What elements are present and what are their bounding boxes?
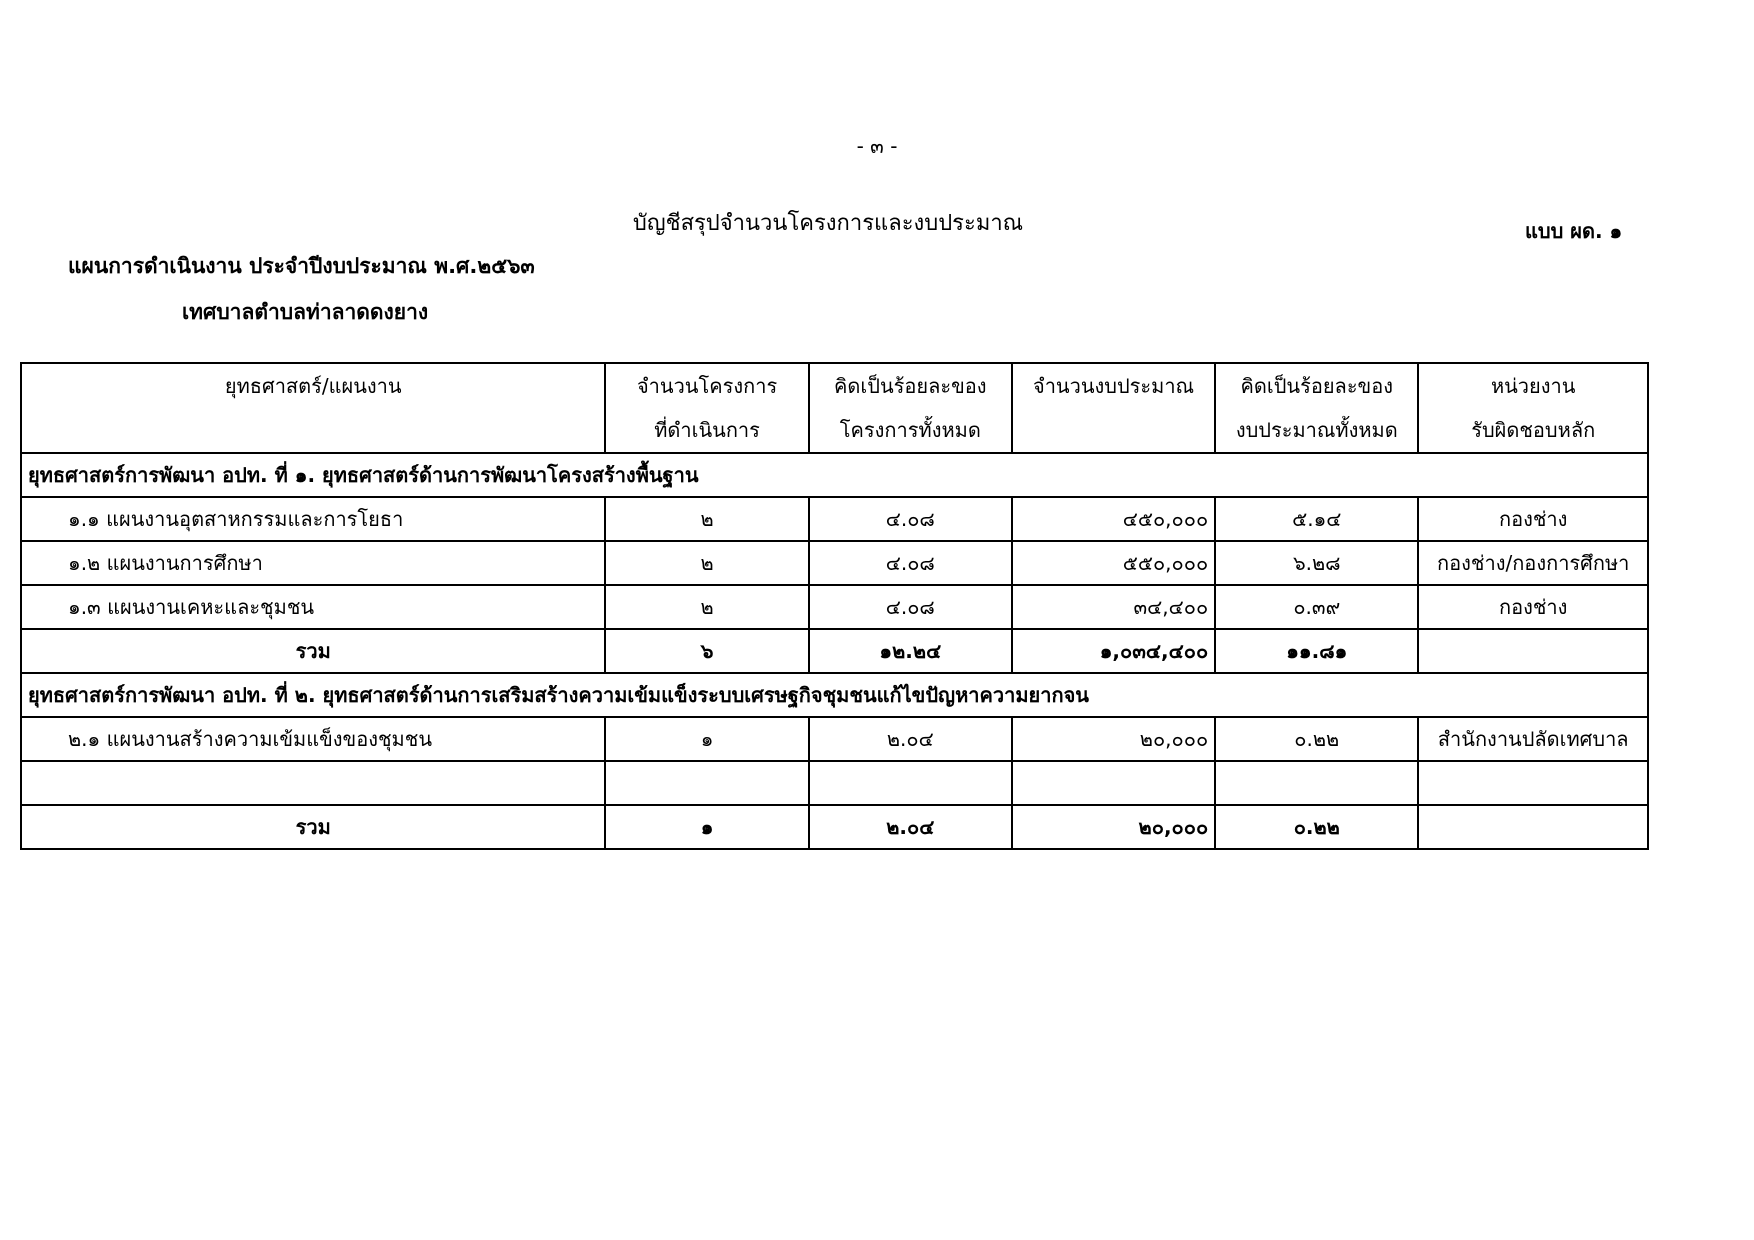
strategy-1-total-row xyxy=(21,629,1648,673)
empty-cell xyxy=(1418,761,1648,805)
total-label: รวม xyxy=(21,805,605,849)
header-project-percent-line1: คิดเป็นร้อยละของ xyxy=(834,374,987,398)
header-project-percent xyxy=(809,363,1012,453)
total-responsible-unit xyxy=(1418,805,1648,849)
project-count: ๒ xyxy=(605,541,808,585)
header-responsible-unit-line2: รับผิดชอบหลัก xyxy=(1471,418,1596,442)
total-responsible-unit xyxy=(1418,629,1648,673)
plan-name: ๑.๒ แผนงานการศึกษา xyxy=(21,541,605,585)
page-number: - ๓ - xyxy=(856,134,898,158)
total-project-percent: ๑๒.๒๔ xyxy=(809,629,1012,673)
project-percent: ๔.๐๘ xyxy=(809,497,1012,541)
header-project-count-line2: ที่ดำเนินการ xyxy=(654,418,760,442)
header-budget-percent-line2: งบประมาณทั้งหมด xyxy=(1235,418,1398,442)
plan-name: ๑.๑ แผนงานอุตสาหกรรมและการโยธา xyxy=(21,497,605,541)
budget-amount: ๒๐,๐๐๐ xyxy=(1012,717,1215,761)
empty-cell xyxy=(1012,761,1215,805)
empty-cell xyxy=(605,761,808,805)
responsible-unit: สำนักงานปลัดเทศบาล xyxy=(1418,717,1648,761)
table-row xyxy=(21,585,1648,629)
empty-cell xyxy=(809,761,1012,805)
header-budget-line1: จำนวนงบประมาณ xyxy=(1032,374,1195,398)
budget-amount: ๓๔,๔๐๐ xyxy=(1012,585,1215,629)
header-strategy-plan xyxy=(21,363,605,453)
strategy-1-row xyxy=(21,453,1648,497)
budget-amount: ๔๕๐,๐๐๐ xyxy=(1012,497,1215,541)
empty-cell xyxy=(21,761,605,805)
budget-percent: ๐.๒๒ xyxy=(1215,717,1418,761)
form-code: แบบ ผด. ๑ xyxy=(1525,219,1623,243)
empty-row xyxy=(21,761,1648,805)
header-responsible-unit-line1: หน่วยงาน xyxy=(1490,374,1576,398)
organization-name: เทศบาลตำบลท่าลาดดงยาง xyxy=(182,300,429,324)
strategy-1-title: ยุทธศาสตร์การพัฒนา อปท. ที่ ๑. ยุทธศาสตร์ด้านการพัฒนาโครงสร้างพื้นฐาน xyxy=(21,453,1648,497)
budget-amount: ๕๕๐,๐๐๐ xyxy=(1012,541,1215,585)
responsible-unit: กองช่าง xyxy=(1418,497,1648,541)
responsible-unit: กองช่าง xyxy=(1418,585,1648,629)
total-project-count: ๖ xyxy=(605,629,808,673)
project-count: ๑ xyxy=(605,717,808,761)
header-strategy-plan-text: ยุทธศาสตร์/แผนงาน xyxy=(224,374,402,398)
header-project-percent-line2: โครงการทั้งหมด xyxy=(839,418,981,442)
total-budget-percent: ๐.๒๒ xyxy=(1215,805,1418,849)
header-project-count xyxy=(605,363,808,453)
empty-cell xyxy=(1215,761,1418,805)
responsible-unit: กองช่าง/กองการศึกษา xyxy=(1418,541,1648,585)
table-row xyxy=(21,717,1648,761)
total-label: รวม xyxy=(21,629,605,673)
header-budget-percent-line1: คิดเป็นร้อยละของ xyxy=(1240,374,1394,398)
total-project-count: ๑ xyxy=(605,805,808,849)
project-percent: ๔.๐๘ xyxy=(809,585,1012,629)
project-count: ๒ xyxy=(605,497,808,541)
project-count: ๒ xyxy=(605,585,808,629)
total-project-percent: ๒.๐๔ xyxy=(809,805,1012,849)
header-budget xyxy=(1012,363,1215,453)
budget-percent: ๖.๒๘ xyxy=(1215,541,1418,585)
total-budget-amount: ๒๐,๐๐๐ xyxy=(1012,805,1215,849)
strategy-2-row xyxy=(21,673,1648,717)
budget-percent: ๕.๑๔ xyxy=(1215,497,1418,541)
project-percent: ๒.๐๔ xyxy=(809,717,1012,761)
strategy-2-total-row xyxy=(21,805,1648,849)
total-budget-amount: ๑,๐๓๔,๔๐๐ xyxy=(1012,629,1215,673)
total-budget-percent: ๑๑.๘๑ xyxy=(1215,629,1418,673)
plan-name: ๒.๑ แผนงานสร้างความเข้มแข็งของชุมชน xyxy=(21,717,605,761)
budget-percent: ๐.๓๙ xyxy=(1215,585,1418,629)
document-title: บัญชีสรุปจำนวนโครงการและงบประมาณ xyxy=(632,211,1024,236)
plan-name: ๑.๓ แผนงานเคหะและชุมชน xyxy=(21,585,605,629)
header-budget-percent xyxy=(1215,363,1418,453)
table-row xyxy=(21,497,1648,541)
strategy-2-title: ยุทธศาสตร์การพัฒนา อปท. ที่ ๒. ยุทธศาสตร์ด้านการเสริมสร้างความเข้มแข็งระบบเศรษฐกิจชุมชนแก้ไขปัญหาความยากจน xyxy=(21,673,1648,717)
header-project-count-line1: จำนวนโครงการ xyxy=(636,374,778,398)
table-row xyxy=(21,541,1648,585)
header-responsible-unit xyxy=(1418,363,1648,453)
summary-table xyxy=(20,362,1649,850)
project-percent: ๔.๐๘ xyxy=(809,541,1012,585)
table-header-row xyxy=(21,363,1648,453)
plan-line: แผนการดำเนินงาน ประจำปีงบประมาณ พ.ศ.๒๕๖๓ xyxy=(68,254,535,278)
